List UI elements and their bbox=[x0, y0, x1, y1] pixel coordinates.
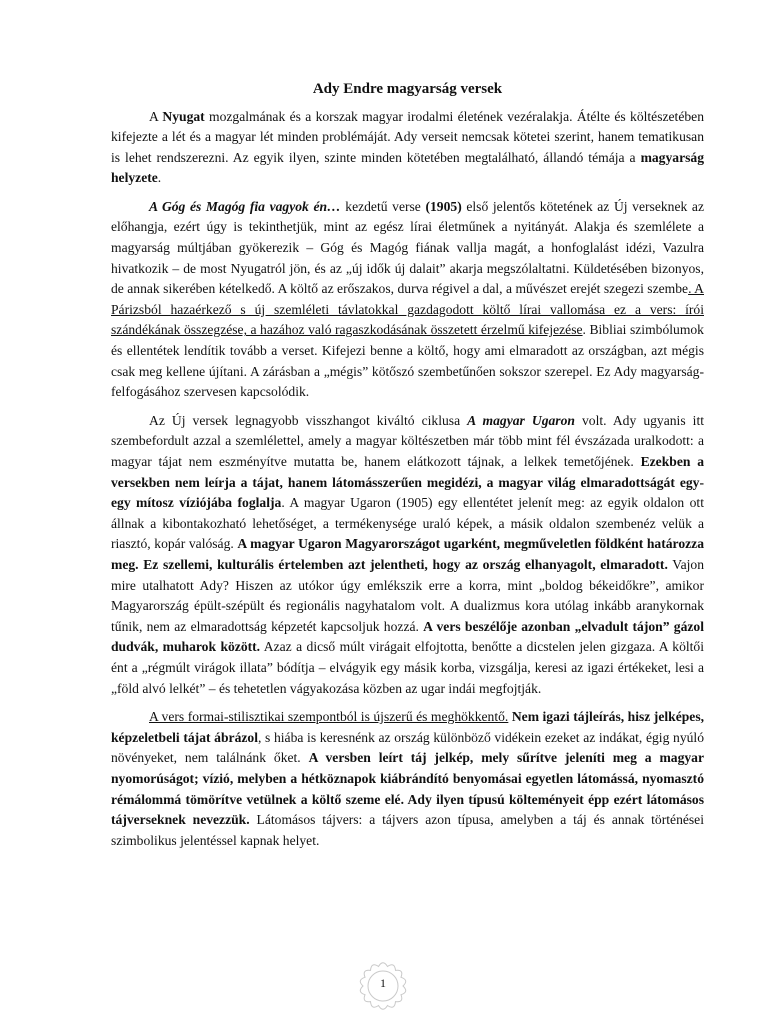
text-run: A Góg és Magóg fia vagyok én… bbox=[149, 198, 341, 214]
text-run: Vajon mire utalhatott Ady? Hiszen az utókor úgy emlékszik erre a korra, mint „boldog békeidőkre”, amikor Magyarország épült-szépült és regionális nagyhatalom volt. A dualizmus kora utólag inkább aranykornak tűnik, nem az elmaradottság képzetét kapcsoljuk hozzá. bbox=[111, 556, 704, 634]
paragraph-container bbox=[111, 107, 704, 852]
text-run: mozgalmának és a korszak magyar irodalmi életének vezéralakja. Átélte és költészetében kifejezte a lét és a magyar lét minden problémáját. Ady verseit nemcsak kötetei szerint, hanem tematikusan is lehet rendszerezni. Az egyik ilyen, szinte minden kötetében megtalálható, állandó témája a bbox=[111, 108, 704, 165]
text-run: volt. Ady ugyanis itt szembefordult azzal a szemlélettel, amely a magyar költészetben már több mint fél évszázada uralkodott: a magyar tájat nem eszményítve mutatta be, hanem elátkozott tájnak, a lelkek temetőjének. bbox=[111, 412, 704, 469]
text-run: magyarság helyzete bbox=[111, 149, 704, 186]
text-run: kezdetű verse bbox=[340, 198, 426, 214]
text-run: A vers beszélője azonban „elvadult tájon” gázol dudvák, muharok között. bbox=[111, 618, 704, 655]
text-run: Látomásos tájvers: a tájvers azon típusa, amelyben a táj és annak történései szimbolikus jelentéssel kapnak helyet. bbox=[111, 812, 704, 848]
text-run: A magyar Ugaron Magyarországot ugarként, megműveletlen földként határozza meg. Ez szellemi, kulturális értelemben azt jelentheti, hogy az ország elhanyagolt, elmaradott. bbox=[111, 536, 704, 572]
paragraph bbox=[111, 107, 704, 189]
paragraph bbox=[111, 707, 704, 851]
text-run: első jelentős kötetének az Új verseknek az előhangja, ezért úgy is tekinthetjük, mint az egész lírai életműnek a nyitányát. Alakja és szemlélete a magyarság múltjában gyökerezik – Góg és Magóg fiának vallja magát, a honfoglalást idézi, Vazulra hivatkozik – de most Nyugatról jön, és az „új idők új dalait” akarja megszólaltatni. Küldetésében bizonyos, de annak sikerében kételkedő. A költő az erőszakos, durva régivel a dal, a művészet erejét szegezi szembe bbox=[111, 198, 704, 297]
text-run: Nyugat bbox=[162, 108, 205, 124]
text-run: . Bibliai szimbólumok és ellentétek lendítik tovább a verset. Kifejezi benne a költő, hogy ami elmaradott az országban, azt mégis csak meg kellene újítani. A zárásban a „mégis” kötőszó szembetűnően sokszor szerepel. Ez Ady magyarság-felfogásához szervesen kapcsolódik. bbox=[111, 322, 704, 400]
text-run: Azaz a dicső múlt virágait elfojtotta, benőtte a dicstelen jelen gizgaza. A költői ént a „régmúlt virágok illata” bódítja – elvágyik egy másik korba, vizsgálja, keresi az igazi értékeket, lesi a „föld alvó lelkét” – és tehetetlen vágyakozása közben az ugar indái megfojtják. bbox=[111, 639, 704, 696]
text-run: A vers formai-stilisztikai szempontból is újszerű és meghökkentő. bbox=[149, 709, 509, 725]
page-number: 1 bbox=[380, 976, 386, 990]
text-run: Ezekben a versekben nem leírja a tájat, hanem látomásszerűen megidézi, a magyar világ elmaradottságát egy-egy mítosz víziójába foglalja bbox=[111, 454, 705, 511]
text-run: . A magyar Ugaron (1905) egy ellentétet jelenít meg: az egyik oldalon ott állnak a kibontakozható lehetőséget, a termékenysége uraló képek, a másik oldalon szembenéz velük a riasztó, kopár valóság. bbox=[111, 495, 704, 552]
paragraph bbox=[111, 411, 704, 699]
text-run: A bbox=[149, 108, 163, 124]
text-run: Nem igazi tájleírás, hisz jelképes, képzeletbeli tájat ábrázol bbox=[111, 709, 705, 745]
page-footer bbox=[350, 958, 416, 1014]
document-body bbox=[111, 80, 704, 859]
text-run: , s hiába is keresnénk az ország különböző vidékein ezeket az indákat, égig nyúló növényeket, nem találnánk őket. bbox=[111, 729, 704, 766]
paragraph bbox=[111, 197, 704, 403]
text-run: . bbox=[157, 170, 162, 186]
text-run: . A Párizsból hazaérkező s új szemléleti távlatokkal gazdagodott költő lírai vallomása ez a vers: írói szándékának összegzése, a hazához való ragaszkodásának összetett érzelmű kifejezése bbox=[111, 281, 704, 338]
document-title: Ady Endre magyarság versek bbox=[312, 81, 503, 97]
text-run: A versben leírt táj jelkép, mely sűrítve jeleníti meg a magyar nyomorúságot; vízió, melyben a hétköznapok kiábrándító benyomásai egyetlen látomássá, nyomasztó rémálommá tömörítve vetülnek a költő szeme elé. Ady ilyen típusú költeményeit épp ezért látomásos tájverseknek nevezzük. bbox=[111, 750, 705, 828]
text-run: Az Új versek legnagyobb visszhangot kiváltó ciklusa bbox=[149, 412, 468, 428]
text-run: A magyar Ugaron bbox=[467, 412, 575, 428]
text-run: (1905) bbox=[425, 198, 462, 214]
